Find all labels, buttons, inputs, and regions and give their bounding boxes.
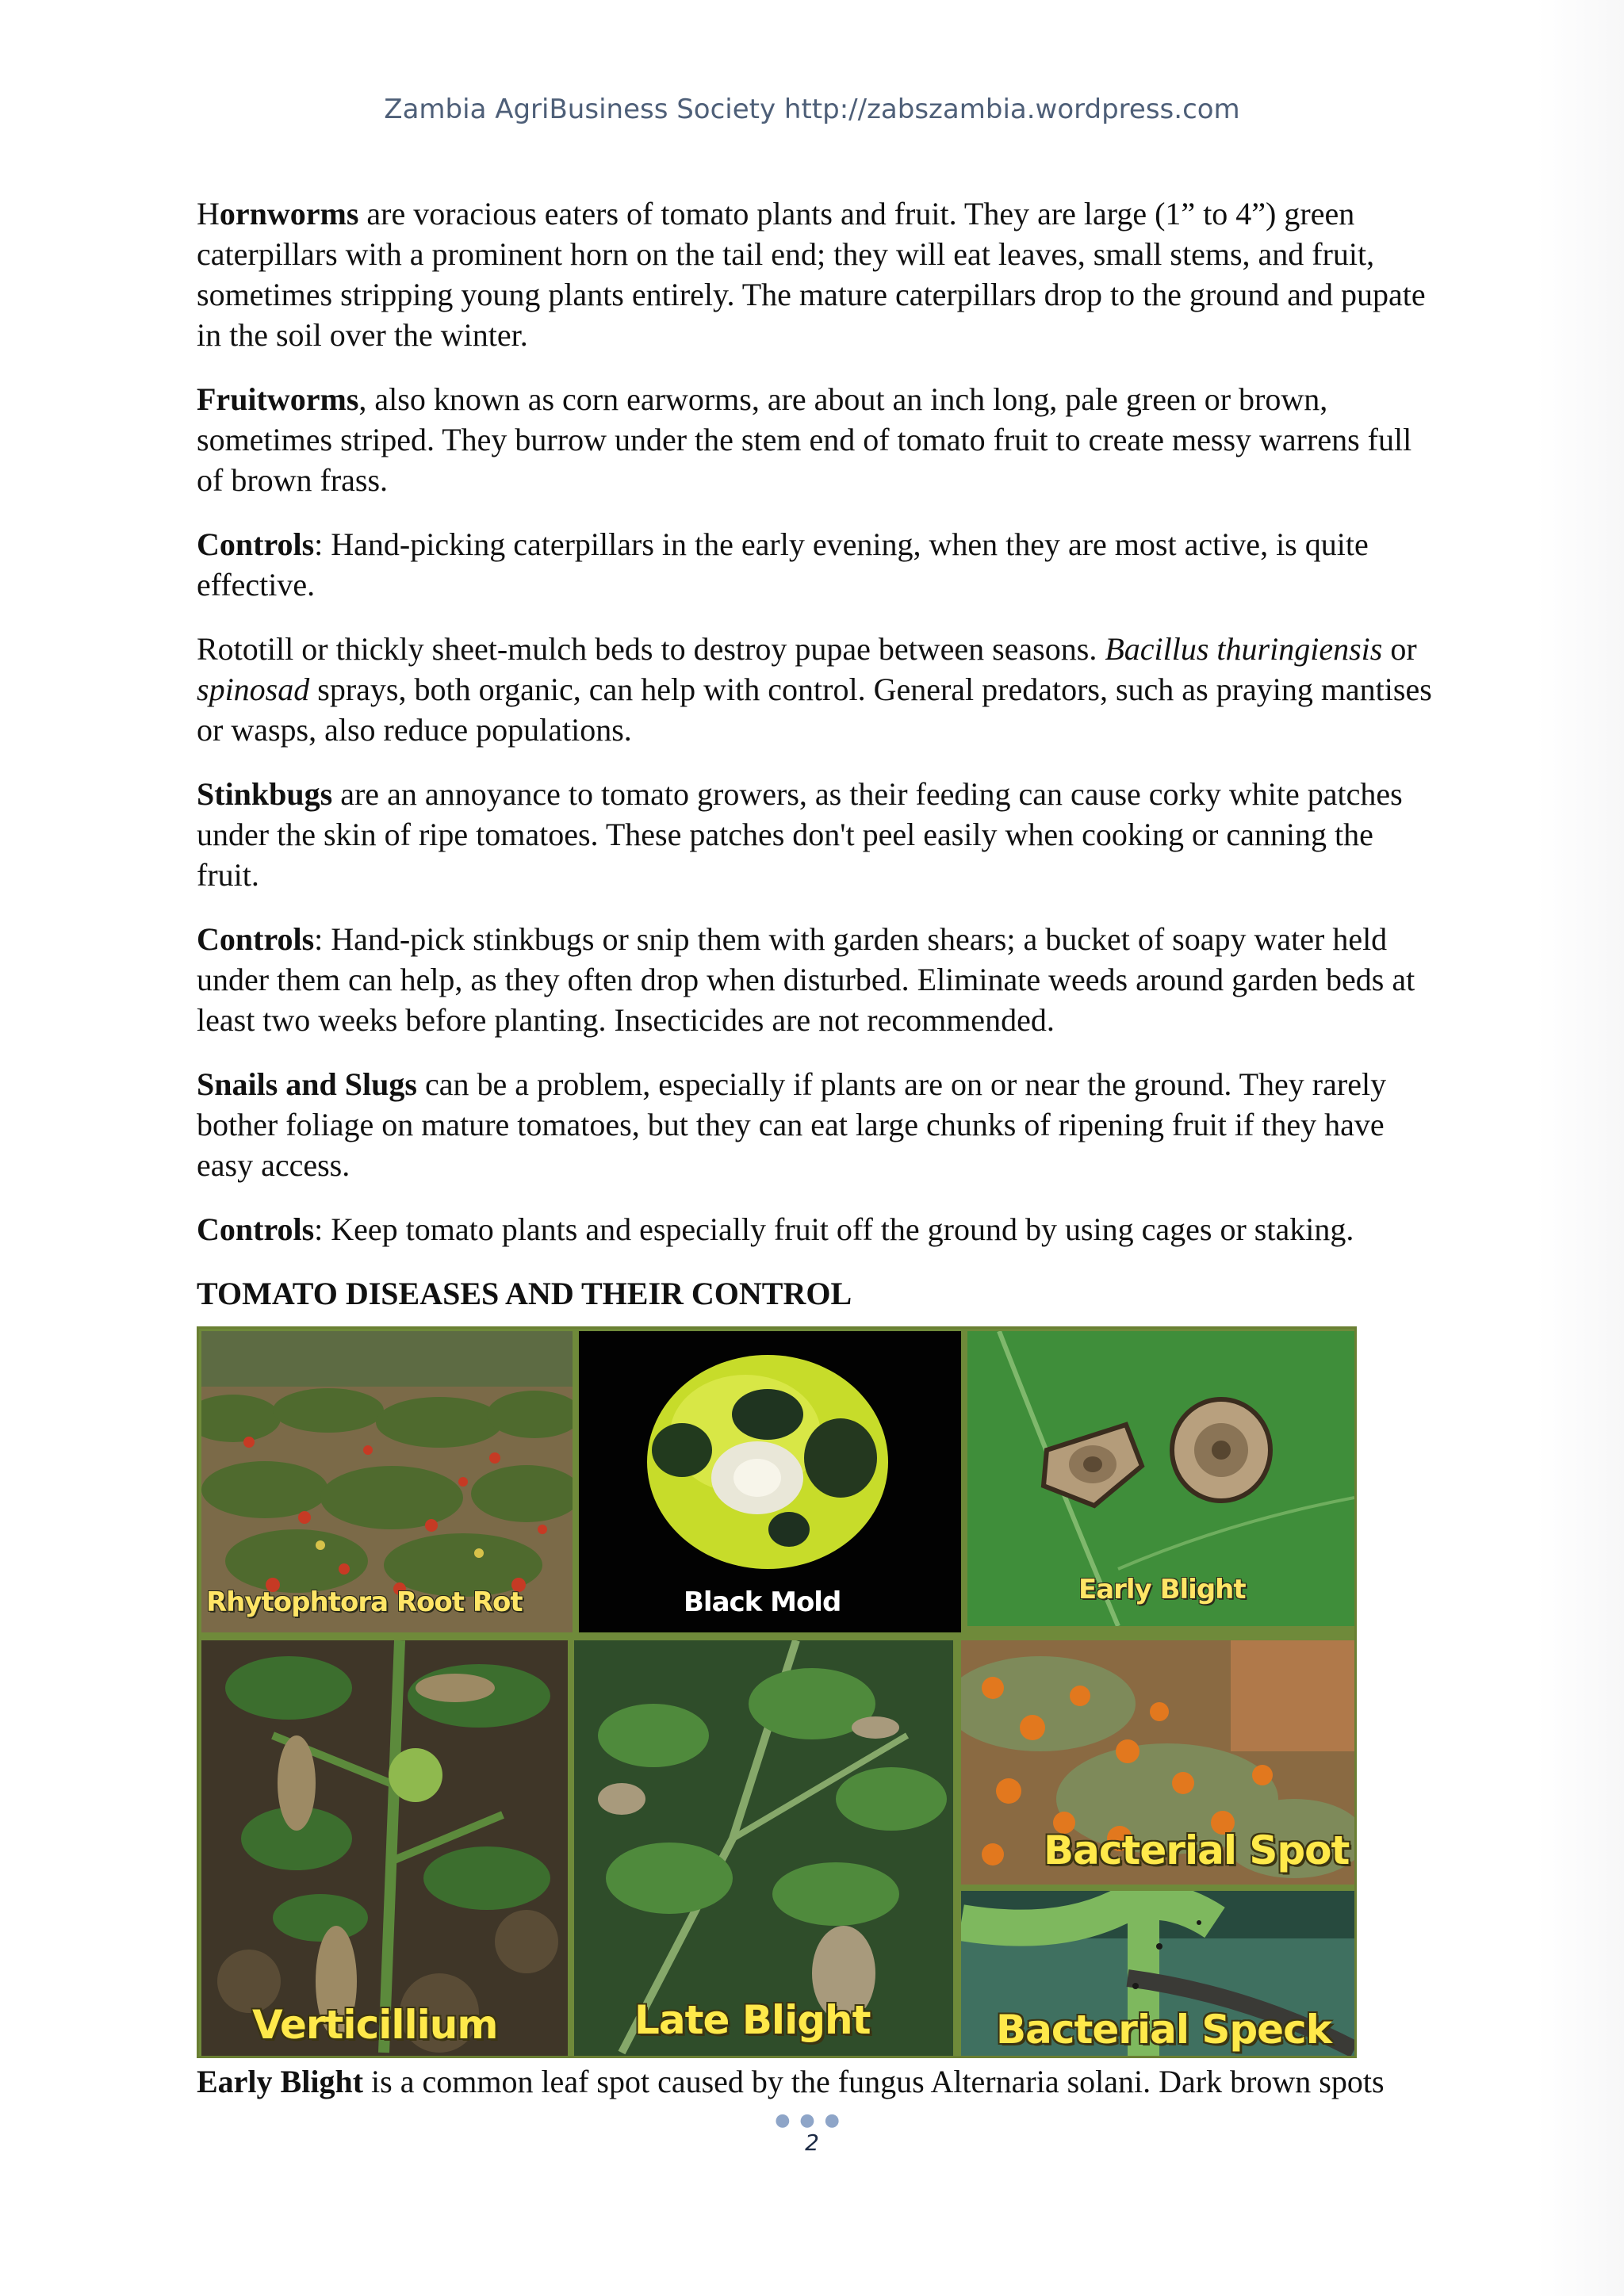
panel-late-blight: [574, 1640, 953, 2056]
term-stinkbugs: Stinkbugs: [197, 776, 333, 812]
panel-label-root-rot: Rhytophtora Root Rot: [206, 1586, 523, 1618]
paragraph-controls-stinkbugs: [197, 919, 1434, 1040]
panel-early-blight: [967, 1331, 1354, 1626]
term-controls: Controls: [197, 921, 315, 957]
term-controls: Controls: [197, 526, 315, 562]
footer-dots: ●●●: [775, 2110, 849, 2130]
panel-label-verticillium: Verticillium: [252, 2002, 498, 2048]
panel-label-black-mold: Black Mold: [684, 1586, 841, 1618]
tomato-diseases-figure: [197, 1326, 1357, 2058]
text-rototill-b: or: [1382, 631, 1417, 667]
text-rototill-c: sprays, both organic, can help with control. General predators, such as praying mantises or wasps, also reduce populations.: [197, 672, 1432, 748]
text-snails-slugs: can be a problem, especially if plants are on or near the ground. They rarely bother foliage on mature tomatoes, but they can eat large chunks of ripening fruit if they have easy access.: [197, 1066, 1387, 1183]
panel-label-late-blight: Late Blight: [634, 1997, 871, 2043]
panel-label-early-blight: Early Blight: [1078, 1574, 1246, 1605]
late-blight-plant-image: [574, 1640, 953, 2056]
section-heading: TOMATO DISEASES AND THEIR CONTROL: [197, 1276, 852, 1311]
text-early-blight: is a common leaf spot caused by the fungus Alternaria solani. Dark brown spots: [363, 2064, 1385, 2099]
panel-label-bacterial-spot: Bacterial Spot: [1044, 1827, 1350, 1873]
panel-bacterial-spot: [961, 1640, 1354, 1885]
panel-bacterial-speck: [961, 1891, 1354, 2056]
term-fruitworms: Fruitworms: [197, 381, 359, 417]
verticillium-plant-image: [201, 1640, 568, 2056]
text-rototill-a: Rototill or thickly sheet-mulch beds to destroy pupae between seasons.: [197, 631, 1105, 667]
term-early-blight: Early Blight: [197, 2064, 364, 2099]
italic-bacillus: Bacillus thuringiensis: [1105, 631, 1383, 667]
body-text: [197, 193, 1434, 1337]
page-edge-shadow: [1537, 0, 1624, 2296]
panel-verticillium: [201, 1640, 568, 2056]
italic-spinosad: spinosad: [197, 672, 310, 707]
paragraph-fruitworms: [197, 379, 1434, 500]
term-controls: Controls: [197, 1211, 315, 1247]
text-controls-snails: : Keep tomato plants and especially fruit off the ground by using cages or staking.: [314, 1211, 1354, 1247]
term-snails-slugs: Snails and Slugs: [197, 1066, 417, 1102]
page-header: Zambia AgriBusiness Society http://zabszambia.wordpress.com: [384, 94, 1240, 125]
paragraph-early-blight: [197, 2061, 1434, 2102]
paragraph-stinkbugs: [197, 774, 1434, 895]
panel-label-bacterial-speck: Bacterial Speck: [996, 2007, 1331, 2053]
text-fruitworms: , also known as corn earworms, are about an inch long, pale green or brown, sometimes striped. They burrow under the stem end of tomato fruit to create messy warrens full of brown frass.: [197, 381, 1412, 498]
term-hornworms: ornworms: [219, 196, 359, 232]
paragraph-controls-caterpillars: [197, 524, 1434, 605]
panel-black-mold: [579, 1331, 961, 1632]
paragraph-rototill: [197, 629, 1434, 750]
text-hornworms: are voracious eaters of tomato plants and fruit. They are large (1” to 4”) green caterpillars with a prominent horn on the tail end; they will eat leaves, small stems, and fruit, sometimes stripping young plants entirely. The mature caterpillars drop to the ground and pupate in the soil over the winter.: [197, 196, 1426, 353]
text-controls-caterpillars: : Hand-picking caterpillars in the early evening, when they are most active, is quite effective.: [197, 526, 1369, 603]
panel-root-rot: [201, 1331, 573, 1632]
paragraph-controls-snails: [197, 1209, 1434, 1249]
paragraph-hornworms: [197, 193, 1434, 355]
lead-letter: H: [197, 196, 220, 232]
paragraph-snails-slugs: [197, 1064, 1434, 1185]
text-controls-stinkbugs: : Hand-pick stinkbugs or snip them with garden shears; a bucket of soapy water held under them can help, as they often drop when disturbed. Eliminate weeds around garden beds at least two weeks before planting. Insecticides are not recommended.: [197, 921, 1415, 1038]
text-stinkbugs: are an annoyance to tomato growers, as their feeding can cause corky white patches under the skin of ripe tomatoes. These patches don't peel easily when cooking or canning the fruit.: [197, 776, 1403, 893]
page-number: 2: [805, 2130, 819, 2156]
